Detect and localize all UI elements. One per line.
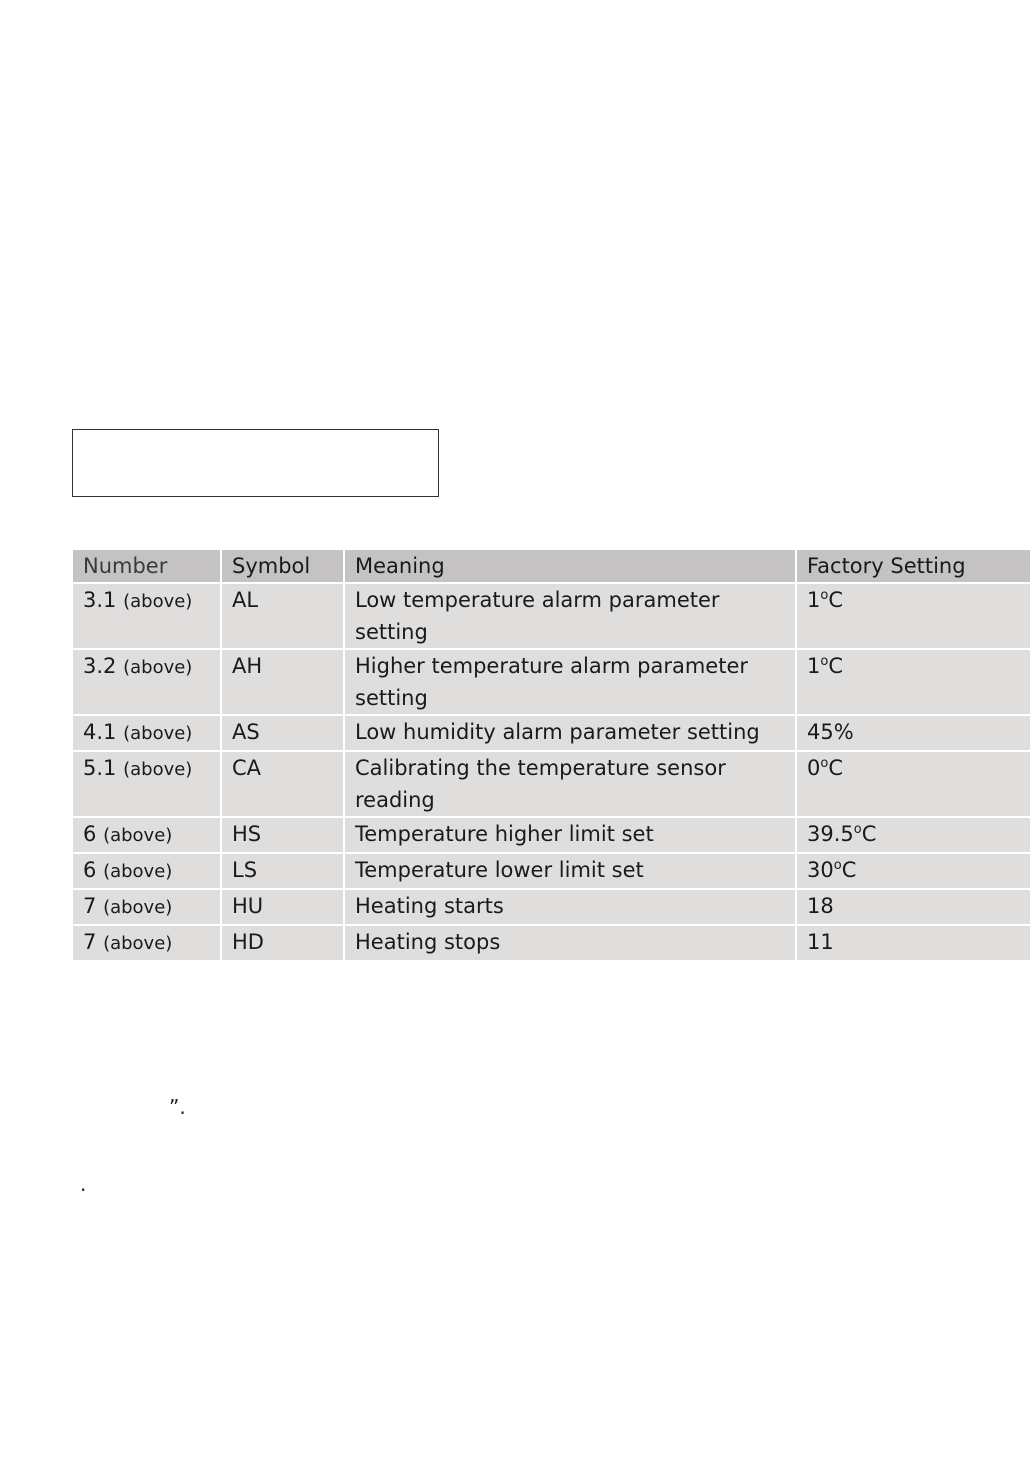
cell-number — [72, 853, 221, 889]
cell-factory-setting — [796, 751, 1031, 817]
cell-meaning: Temperature lower limit set — [344, 853, 796, 889]
number-ref: (above) — [103, 861, 173, 882]
closing-quote-fragment: ”. — [169, 1095, 186, 1119]
table-header-row — [72, 549, 1031, 583]
number-ref: (above) — [103, 825, 173, 846]
empty-text-box — [72, 429, 439, 497]
cell-meaning: Low temperature alarm parameter setting — [344, 583, 796, 649]
setting-unit: C — [861, 822, 877, 846]
cell-symbol: AL — [221, 583, 344, 649]
setting-value: 0 — [807, 756, 821, 780]
table-row — [72, 649, 1031, 715]
number-value: 7 — [83, 930, 97, 954]
cell-factory-setting — [796, 817, 1031, 853]
cell-number — [72, 925, 221, 961]
cell-factory-setting — [796, 925, 1031, 961]
setting-unit: C — [828, 588, 844, 612]
cell-number — [72, 583, 221, 649]
setting-value: 18 — [807, 894, 834, 918]
cell-number — [72, 751, 221, 817]
cell-number — [72, 649, 221, 715]
cell-meaning: Heating starts — [344, 889, 796, 925]
cell-number — [72, 817, 221, 853]
table-row — [72, 889, 1031, 925]
table-row — [72, 715, 1031, 751]
number-ref: (above) — [103, 933, 173, 954]
cell-meaning: Higher temperature alarm parameter setting — [344, 649, 796, 715]
cell-symbol: AS — [221, 715, 344, 751]
cell-factory-setting — [796, 853, 1031, 889]
cell-symbol: CA — [221, 751, 344, 817]
cell-factory-setting — [796, 583, 1031, 649]
degree-symbol: o — [820, 588, 829, 603]
setting-unit: C — [841, 858, 857, 882]
setting-value: 1 — [807, 588, 821, 612]
factory-settings-table — [71, 548, 1032, 962]
cell-symbol: LS — [221, 853, 344, 889]
cell-meaning: Heating stops — [344, 925, 796, 961]
setting-value: 45% — [807, 720, 854, 744]
cell-symbol: HU — [221, 889, 344, 925]
header-number: Number — [72, 549, 221, 583]
number-value: 6 — [83, 858, 97, 882]
table-row — [72, 583, 1031, 649]
table-row — [72, 853, 1031, 889]
cell-meaning: Temperature higher limit set — [344, 817, 796, 853]
cell-symbol: HD — [221, 925, 344, 961]
number-ref: (above) — [123, 657, 193, 678]
number-value: 3.1 — [83, 588, 117, 612]
header-symbol: Symbol — [221, 549, 344, 583]
setting-value: 11 — [807, 930, 834, 954]
number-ref: (above) — [123, 759, 193, 780]
number-ref: (above) — [123, 723, 193, 744]
degree-symbol: o — [820, 654, 829, 669]
setting-value: 30 — [807, 858, 834, 882]
header-meaning: Meaning — [344, 549, 796, 583]
table-row — [72, 751, 1031, 817]
setting-value: 39.5 — [807, 822, 854, 846]
number-value: 4.1 — [83, 720, 117, 744]
number-value: 6 — [83, 822, 97, 846]
setting-value: 1 — [807, 654, 821, 678]
number-ref: (above) — [123, 591, 193, 612]
degree-symbol: o — [833, 858, 842, 873]
number-value: 7 — [83, 894, 97, 918]
cell-meaning: Low humidity alarm parameter setting — [344, 715, 796, 751]
period-fragment: . — [80, 1172, 87, 1196]
degree-symbol: o — [820, 756, 829, 771]
number-value: 5.1 — [83, 756, 117, 780]
cell-factory-setting — [796, 649, 1031, 715]
setting-unit: C — [828, 654, 844, 678]
table-row — [72, 925, 1031, 961]
degree-symbol: o — [853, 822, 862, 837]
number-value: 3.2 — [83, 654, 117, 678]
cell-symbol: HS — [221, 817, 344, 853]
cell-meaning: Calibrating the temperature sensor reading — [344, 751, 796, 817]
cell-number — [72, 715, 221, 751]
number-ref: (above) — [103, 897, 173, 918]
cell-factory-setting — [796, 715, 1031, 751]
cell-factory-setting — [796, 889, 1031, 925]
cell-number — [72, 889, 221, 925]
table-row — [72, 817, 1031, 853]
cell-symbol: AH — [221, 649, 344, 715]
setting-unit: C — [828, 756, 844, 780]
header-factory-setting: Factory Setting — [796, 549, 1031, 583]
